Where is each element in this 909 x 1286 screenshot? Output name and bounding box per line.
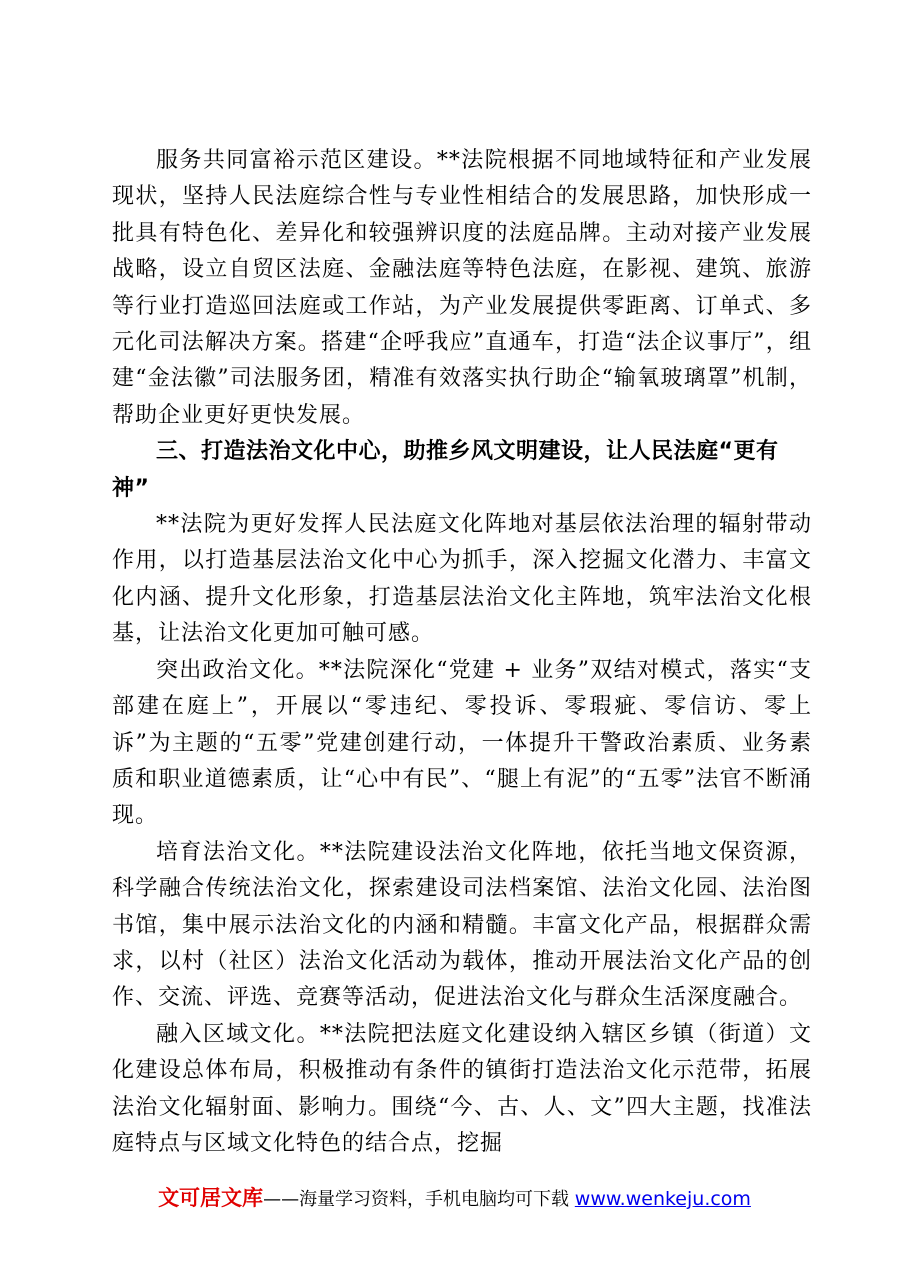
footer-brand: 文可居文库	[158, 1186, 264, 1210]
paragraph-cultivate-legal-culture: 培育法治文化。**法院建设法治文化阵地，依托当地文保资源，科学融合传统法治文化，探索建设司法档案馆、法治文化园、法治图书馆，集中展示法治文化的内涵和精髓。丰富文化产品，根据群众需求，以村（社区）法治文化活动为载体，推动开展法治文化产品的创作、交流、评选、竞赛等活动，促进法治文化与群众生活深度融合。	[112, 839, 812, 1011]
paragraph-regional-culture: 融入区域文化。**法院把法庭文化建设纳入辖区乡镇（街道）文化建设总体布局，积极推动有条件的镇街打造法治文化示范带，拓展法治文化辐射面、影响力。围绕“今、古、人、文”四大主题，找准法庭特点与区域文化特色的结合点，挖掘	[112, 1021, 812, 1156]
paragraph-legal-culture-center: **法院为更好发挥人民法庭文化阵地对基层依法治理的辐射带动作用，以打造基层法治文化中心为抓手，深入挖掘文化潜力、丰富文化内涵、提升文化形象，打造基层法治文化主阵地，筑牢法治文化根基，让法治文化更加可触可感。	[112, 512, 812, 647]
paragraph-common-prosperity: 服务共同富裕示范区建设。**法院根据不同地域特征和产业发展现状，坚持人民法庭综合性与专业性相结合的发展思路，加快形成一批具有特色化、差异化和较强辨识度的法庭品牌。主动对接产业发展战略，设立自贸区法庭、金融法庭等特色法庭，在影视、建筑、旅游等行业打造巡回法庭或工作站，为产业发展提供零距离、订单式、多元化司法解决方案。搭建“企呼我应”直通车，打造“法企议事厅”，组建“金法徽”司法服务团，精准有效落实执行助企“输氧玻璃罩”机制，帮助企业更好更快发展。	[112, 148, 812, 428]
section-heading-three: 三、打造法治文化中心，助推乡风文明建设，让人民法庭“更有神”	[112, 439, 779, 501]
footer-banner	[0, 1182, 909, 1212]
footer-link[interactable]: www.wenkeju.com	[574, 1188, 751, 1210]
document-body	[112, 143, 812, 1162]
footer-tagline: 海量学习资料，手机电脑均可下载	[299, 1189, 570, 1210]
footer-separator: ——	[263, 1189, 300, 1210]
paragraph-political-culture: 突出政治文化。**法院深化“党建 + 业务”双结对模式，落实“支部建在庭上”，开展以“零违纪、零投诉、零瑕疵、零信访、零上诉”为主题的“五零”党建创建行动，一体提升干警政治素质、业务素质和职业道德素质，让“心中有民”、“腿上有泥”的“五零”法官不断涌现。	[112, 657, 812, 829]
